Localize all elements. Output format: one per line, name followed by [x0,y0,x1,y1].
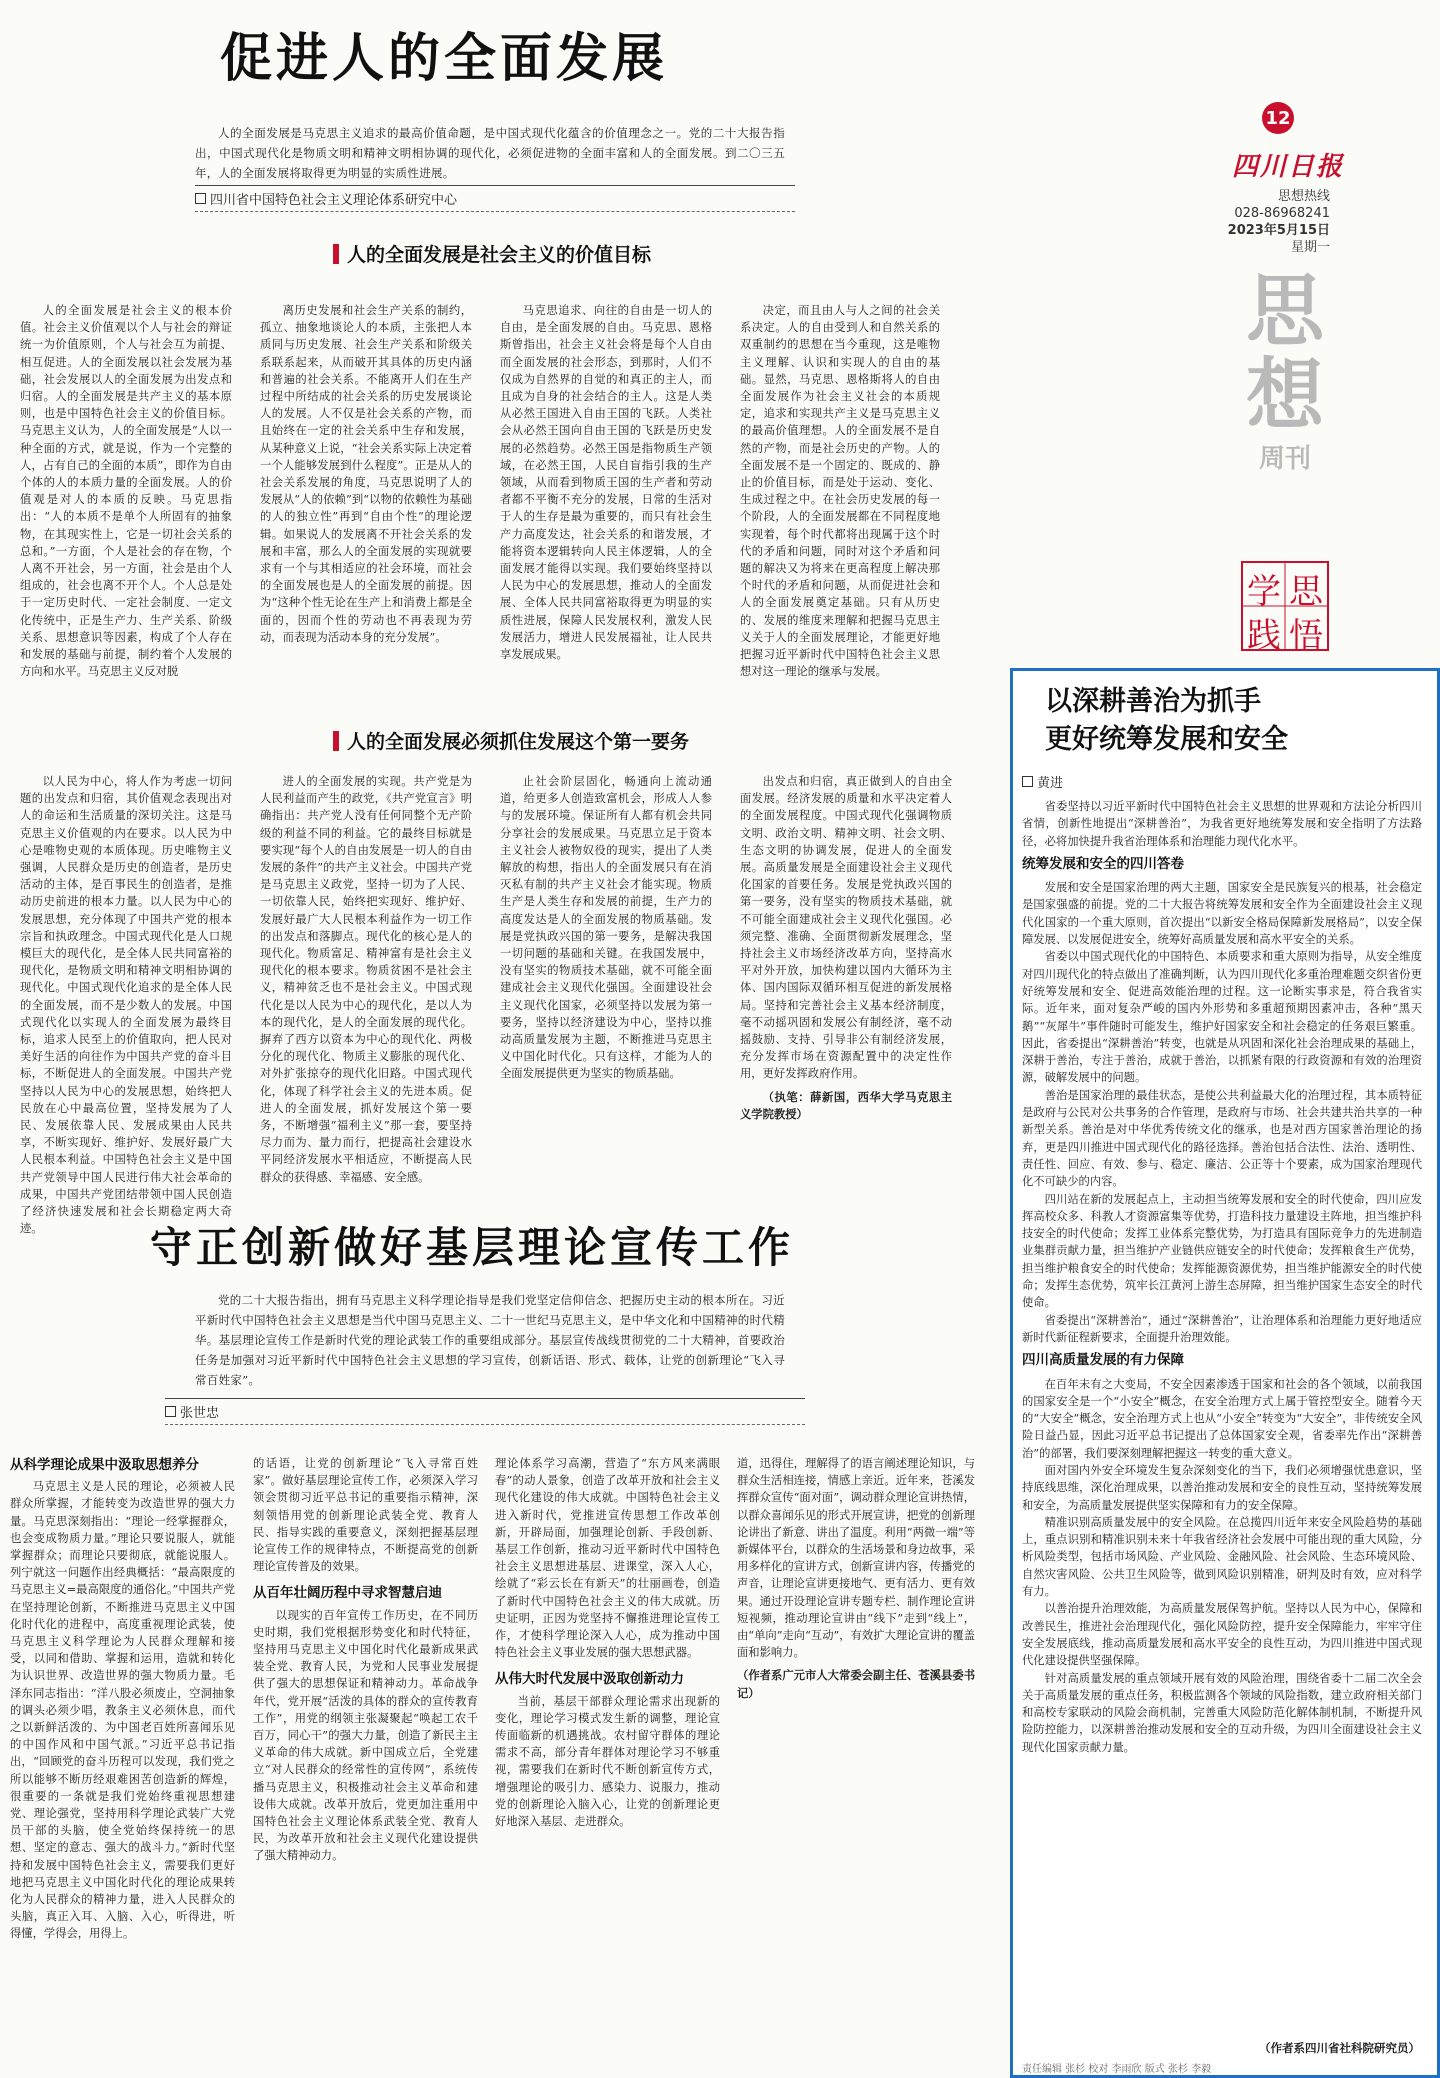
sidebar-byline-text: 黄进 [1037,776,1064,791]
paragraph: 发展和安全是国家治理的两大主题，国家安全是民族复兴的根基，社会稳定是国家强盛的前提。党的二十大报告将统筹发展和安全作为全面建设社会主义现代化国家的一个重大原则，首次提出“以新安全格局保障新发展格局”，以安全保障发展、以发展促进安全，统筹好高质量发展和高水平安全的关系。 [1022,881,1422,947]
sidebar-title-line1: 以深耕善治为抓手 [1045,686,1261,717]
editor-credits: 责任编辑 张杉 校对 李雨欣 版式 张杉 李毅 [1022,2064,1212,2075]
sidebar-author-note: （作者系四川省社科院研究员） [1259,2041,1420,2055]
logo-char-2: 思 [1289,572,1323,612]
paragraph: 省委提出“深耕善治”，通过“深耕善治”，让治理体系和治理能力更好地适应新时代新征程新要求，全面提升治理效能。 [1022,1313,1422,1344]
article1-s2-col3 [500,773,712,1190]
logo-char-3: 践 [1247,616,1281,656]
paragraph: 当前，基层干部群众理论需求出现新的变化，理论学习模式发生新的调整，理论宣传面临新的机遇挑战。农村留守群体的理论需求不高，部分青年群体对理论学习不够重视，需要我们在新时代不断创新宣传方式，增强理论的吸引力、感染力、说服力，推动党的创新理论入脑入心，让党的创新理论更好地深入基层、走进群众。 [495,1694,720,1829]
article2-byline [165,1402,219,1421]
issue-date: 2023年5月15日 [1227,223,1330,238]
paragraph: 人的全面发展是社会主义的根本价值。社会主义价值观以个人与社会的辩证统一为价值原则，个人与社会互为前提、相互促进。人的全面发展以社会发展为基础，社会发展以人的全面发展为出发点和归宿。人的全面发展是共产主义的基本原则，也是中国特色社会主义的价值目标。马克思主义认为，人的全面发展是“人以一种全面的方式，就是说，作为一个完整的人，占有自己的全面的本质”，即作为自由个体的人的本质力量的全面发展。人的价值观是对人的本质的反映。马克思指出：“人的本质不是单个人所固有的抽象物，在其现实性上，它是一切社会关系的总和。”一方面，个人是社会的存在物，个人离不开社会，另一方面，社会是由个人组成的，社会也离不开个人。个人总是处于一定历史时代、一定社会制度、一定文化传统中，正是生产力、生产关系、阶级关系、思想意识等因素，构成了个人存在和发展的基础与前提，制约着个人发展的方向和水平。马克思主义反对脱 [20,304,232,679]
article1-lead: 人的全面发展是马克思主义追求的最高价值命题，是中国式现代化蕴含的价值理念之一。党的二十大报告指出，中国式现代化是物质文明和精神文明相协调的现代化，必须促进物的全面丰富和人的全面发展。到二〇三五年，人的全面发展将取得更为明显的实质性进展。 [195,126,785,180]
article2-dashrule [165,1424,805,1425]
paragraph: 面对国内外安全环境发生复杂深刻变化的当下，我们必须增强忧患意识，坚持底线思维，深化治理成果，以善治推动发展和安全的良性互动，坚持统筹发展和安全，为高质量发展提供坚实保障和有力的安全保障。 [1022,1463,1422,1512]
article2-rule [165,1398,805,1399]
article1-section1-heading [333,240,651,267]
article2-byline-text: 张世忠 [180,1406,220,1421]
sidebar-section2-title: 四川高质量发展的有力保障 [1022,1352,1184,1369]
article1-s1-col4 [740,302,940,722]
section-marker [333,244,339,264]
article2-col4 [737,1455,975,2073]
paragraph: 以人民为中心，将人作为考虑一切问题的出发点和归宿，其价值观念表现出对人的命运和生活质量的深切关注。这是马克思主义价值观的内在要求。以人民为中心是唯物史观的本质体现。历史唯物主义强调，人民群众是历史的创造者，是历史活动的主体，是百事民生的创造者，是推动历史前进的根本力量。以人民为中心的发展思想，充分体现了中国共产党的根本宗旨和执政理念。中国式现代化是人口规模巨大的现代化，是全体人民共同富裕的现代化，是物质文明和精神文明相协调的现代化。中国式现代化追求的是全体人民的全面发展，而不是少数人的发展。中国式现代化以实现人的全面发展为最终目标，追求人民至上的价值取向，把人民对美好生活的向往作为中国共产党的奋斗目标，不断促进人的全面发展。中国共产党坚持以人民为中心的发展思想，始终把人民放在心中最高位置，坚持发展为了人民、发展依靠人民、发展成果由人民共享，不断实现好、维护好、发展好最广大人民根本利益。中国特色社会主义是中国共产党领导中国人民进行伟大社会革命的成果，中国共产党团结带领中国人民创造了经济快速发展和社会长期稳定两大奇迹。 [20,775,232,1236]
article1-byline [195,189,457,208]
article1-author-note: （执笔：薛新国，西华大学马克思主义学院教授） [740,1090,952,1121]
paper-name: 四川日报 [1232,152,1345,182]
issue-weekday: 星期一 [1290,240,1330,255]
article2-col2-heading: 从百年壮阔历程中寻求智慧启迪 [253,1585,442,1602]
section-suffix: 周刊 [1258,444,1311,474]
paragraph: 针对高质量发展的重点领域开展有效的风险治理，围绕省委十二届二次全会关于高质量发展的重点任务，积极监测各个领域的风险指数，建立政府相关部门和高校专家联动的风险会商机制，完善重大风险防范化解体制机制，不断提升风险防控能力，以深耕善治推动发展和安全的互动升级，为四川全面建设社会主义现代化国家贡献力量。 [1022,1671,1422,1754]
sidebar-body [1022,798,1422,2030]
hotline-phone: 028-86968241 [1234,206,1330,221]
section-vertical-title [1240,266,1330,475]
article2-author-note: （作者系广元市人大常委会副主任、苍溪县委书记） [737,1669,975,1700]
article1-s1-col3 [500,302,712,722]
sidebar-title [1045,683,1288,759]
paragraph: 四川站在新的发展起点上，主动担当统筹发展和安全的时代使命，四川应发挥高校众多、科教人才资源富集等优势，打造科技力量建设主阵地，担当维护科技安全的时代使命；发挥工业体系完整优势，为打造具有国际竞争力的先进制造业集群贡献力量，担当维护产业链供应链安全的时代使命；发挥粮食生产优势，担当维护粮食安全的时代使命；发挥能源资源优势，担当维护能源安全的时代使命；发挥生态优势，筑牢长江黄河上游生态屏障，担当维护国家生态安全的时代使命。 [1022,1192,1422,1310]
paragraph: 出发点和归宿，真正做到人的自由全面发展。经济发展的质量和水平决定着人的全面发展程度。中国式现代化强调物质文明、政治文明、精神文明、社会文明、生态文明的协调发展，促进人的全面发展。高质量发展是全面建设社会主义现代化国家的首要任务。发展是党执政兴国的第一要务，没有坚实的物质技术基础，就不可能全面建成社会主义现代化强国。必须完整、准确、全面贯彻新发展理念，坚持社会主义市场经济改革方向，坚持高水平对外开放，加快构建以国内大循环为主体、国内国际双循环相互促进的新发展格局。坚持和完善社会主义基本经济制度，毫不动摇巩固和发展公有制经济，毫不动摇鼓励、支持、引导非公有制经济发展，充分发挥市场在资源配置中的决定性作用，更好发挥政府作用。 [740,775,952,1081]
sidebar-section1-title: 统筹发展和安全的四川答卷 [1022,855,1184,872]
sidebar-title-line2: 更好统筹发展和安全 [1045,724,1288,755]
section-marker [333,731,339,751]
article1-dashrule [195,211,795,212]
paragraph: 决定，而且由人与人之间的社会关系决定。人的自由受到人和自然关系的双重制约的思想在当今重现，这是唯物主义理解、认识和实现人的自由的基础。显然，马克思、恩格斯将人的自由全面发展作为社会主义社会的本质规定，追求和实现共产主义是马克思主义的最高价值理想。人的全面发展不是自然的产物，而是社会历史的产物。人的全面发展不是一个固定的、既成的、静止的价值目标，而是处于运动、变化、生成过程之中。在社会历史发展的每一个阶段，人的全面发展都在不同程度地实现着，每个时代都将出现属于这个时代的矛盾和问题，同时对这个矛盾和问题的解决又为将来在更高程度上解决那个时代的矛盾和问题，从而促进社会和人的全面发展奠定基础。只有从历史的、发展的维度来理解和把握马克思主义关于人的全面发展理论，才能更好地把握习近平新时代中国特色社会主义思想对这一理论的继承与发展。 [740,304,940,679]
byline-marker [165,1406,176,1417]
column-logo [1240,560,1330,656]
article1-section1-title: 人的全面发展是社会主义的价值目标 [347,244,652,266]
byline-marker [195,193,206,204]
article1-section2-title: 人的全面发展必须抓住发展这个第一要务 [347,731,690,753]
article1-title: 促进人的全面发展 [220,29,669,89]
sidebar-byline [1022,772,1063,791]
paragraph: 进人的全面发展的实现。共产党是为人民利益而产生的政党，《共产党宣言》明确指出：共产党人没有任何同整个无产阶级的利益不同的利益。它的最终目标就是要实现“每个人的自由发展是一切人的自由发展的条件”的共产主义社会。中国共产党是马克思主义政党，坚持一切为了人民、一切依靠人民，始终把实现好、维护好、发展好最广大人民根本利益作为一切工作的出发点和落脚点。现代化的核心是人的现代化。物质富足、精神富有是社会主义现代化的根本要求。物质贫困不是社会主义，精神贫乏也不是社会主义。中国式现代化是以人民为中心的现代化，是以人为本的现代化，是人的全面发展的现代化。摒弃了西方以资本为中心的现代化、两极分化的现代化、物质主义膨胀的现代化、对外扩张掠夺的现代化旧路。中国式现代化，体现了科学社会主义的先进本质。促进人的全面发展，抓好发展这个第一要务，不断增强“福利主义”那一套，要坚持尽力而为、量力而行，把提高社会建设水平同经济发展水平相适应，不断提高人民群众的获得感、幸福感、安全感。 [260,775,472,1184]
logo-char-1: 学 [1247,572,1281,612]
article2-lead: 党的二十大报告指出，拥有马克思主义科学理论指导是我们党坚定信仰信念、把握历史主动的根本所在。习近平新时代中国特色社会主义思想是当代中国马克思主义、二十一世纪马克思主义，是中华文化和中国精神的时代精华。基层理论宣传工作是新时代党的理论武装工作的重要组成部分。基层宣传战线贯彻党的二十大精神，首要政治任务是加强对习近平新时代中国特色社会主义思想的学习宣传，创新话语、形式、载体，让党的创新理论“飞入寻常百姓家”。 [195,1293,785,1387]
byline-marker [1022,776,1033,787]
article1-s1-col2 [260,302,472,722]
article2-title: 守正创新做好基层理论宣传工作 [150,1223,795,1272]
hotline-label: 思想热线 [1277,189,1330,204]
paragraph: 以善治提升治理效能，为高质量发展保驾护航。坚持以人民为中心，保障和改善民生，推进社会治理现代化，强化风险防控，提升安全保障能力，牢牢守住安全发展底线，推动高质量发展和高水平安全的良性互动，为四川推进中国式现代化建设提供坚强保障。 [1022,1602,1422,1668]
sidebar-intro: 省委坚持以习近平新时代中国特色社会主义思想的世界观和方法论分析四川省情，创新性地提出“深耕善治”，为我省更好地统筹发展和安全指明了方法路径，必将加快提升我省治理体系和治理能力现代化水平。 [1022,800,1422,848]
paragraph: 省委以中国式现代化的中国特色、本质要求和重大原则为指导，从安全维度对四川现代化的特点做出了准确判断，认为四川现代化多重治理难题交织省份更好统筹发展和安全、促进高效能治理的过程。这一论断实事求是，符合我省实际。近年来，面对复杂严峻的国内外形势和多重超预期因素冲击，各种“黑天鹅”“灰犀牛”事件随时可能发生，维护好国家安全和社会稳定的任务艰巨繁重。因此，省委提出“深耕善治”转变，也就是从巩固和深化社会治理成果的基础上，深耕于善治，专注于善治，成就于善治，以抓紧有限的行政资源和有效的治理资源，破解发展中的问题。 [1022,950,1422,1085]
paragraph: 止社会阶层固化，畅通向上流动通道，给更多人创造致富机会，形成人人参与的发展环境。保证所有人都有机会共同分享社会的发展成果。马克思立足于资本主义社会人被物奴役的现实，提出了人类解放的构想，指出人的全面发展只有在消灭私有制的共产主义社会才能实现。物质生产是人类生存和发展的前提，生产力的高度发达是人的全面发展的物质基础。发展是党执政兴国的第一要务，是解决我国一切问题的基础和关键。在我国发展中，没有坚实的物质技术基础，就不可能全面建成社会主义现代化强国。全面建设社会主义现代化国家，必须坚持以发展为第一要务，坚持以经济建设为中心，坚持以推动高质量发展为主题，不断推进马克思主义中国化时代化。只有这样，才能为人的全面发展提供更为坚实的物质基础。 [500,775,712,1081]
article2-col3-heading: 从伟大时代发展中汲取创新动力 [495,1671,684,1688]
article1-rule [195,185,795,186]
article2-col1 [10,1455,235,2073]
paragraph: 马克思主义是人民的理论，必须被人民群众所掌握，才能转变为改造世界的强大力量。马克思深刻指出：“理论一经掌握群众，也会变成物质力量。”理论只要说服人，就能掌握群众；而理论只要彻底，就能说服人。列宁就这一问题作出经典概括：“最高限度的马克思主义=最高限度的通俗化。”中国共产党在坚持理论创新，不断推进马克思主义中国化时代化的进程中，高度重视理论武装，使马克思主义科学理论为人民群众理解和接受，以同和借助、掌握和运用，造就和转化为认识世界、改造世界的强大物质力量。毛泽东同志指出：“洋八股必须废止，空洞抽象的调头必须少唱，教条主义必须休息，而代之以新鲜活泼的、为中国老百姓所喜闻乐见的中国作风和中国气派。”习近平总书记指出，“回顾党的奋斗历程可以发现，我们党之所以能够不断历经艰难困苦创造新的辉煌，很重要的一条就是我们党始终重视思想建党、理论强党，坚持用科学理论武装广大党员干部的头脑，使全党始终保持统一的思想、坚定的意志、强大的战斗力。”新时代坚持和发展中国特色社会主义，需要我们更好地把马克思主义中国化时代化的理论成果转化为人民群众的精神力量，进入人民群众的头脑，真正入耳、入脑、入心，听得进，听得懂，学得会，用得上。 [10,1480,235,1941]
logo-char-4: 悟 [1289,616,1323,656]
page-number-badge: 12 [1262,102,1294,134]
article1-s2-col2 [260,773,472,1190]
article2-col1-heading: 从科学理论成果中汲取思想养分 [10,1457,199,1473]
paragraph: 以现实的百年宣传工作历史，在不同历史时期，我们党根据形势变化和时代特征，坚持用马克思主义中国化时代化最新成果武装全党、教育人民，为党和人民事业发展提供了强大的思想保证和精神动力。革命战争年代，党开展“活泼的具体的群众的宣传教育工作”，用党的纲领主张凝聚起“唤起工农千百万，同心干”的强大力量，创造了新民主主义革命的伟大成就。新中国成立后，全党建立“对人民群众的经常性的宣传网”，系统传播马克思主义，积极推动社会主义革命和建设伟大成就。改革开放后，党更加注重用中国特色社会主义理论体系武装全党、教育人民，为改革开放和社会主义现代化建设提供了强大精神动力。 [253,1608,478,1863]
article1-s2-col4 [740,773,952,1190]
article1-s2-col1 [20,773,232,1236]
paragraph: 道，迅得住，理解得了的语言阐述理论知识，与群众生活相连接，情感上亲近。近年来，苍溪发挥群众宣传“面对面”，调动群众理论宣讲热情，以群众喜闻乐见的形式开展宣讲，把党的创新理论讲出了新意、讲出了温度。利用“两微一端”等新媒体平台，以群众的生活场景和身边故事，采用多样化的宣讲方式，创新宣讲内容，传播党的声音，让理论宣讲更接地气、更有活力、更有效果。通过开设理论宣讲专题专栏、制作理论宣讲短视频，推动理论宣讲由“线下”走到“线上”，由“单向”走向“互动”，有效扩大理论宣讲的覆盖面和影响力。 [737,1457,975,1660]
article1-section2-heading [333,727,689,754]
article1-s1-col1 [20,302,232,722]
paragraph: 马克思追求、向往的自由是一切人的自由，是全面发展的自由。马克思、恩格斯曾指出，社会主义社会将是每个人自由而全面发展的社会形态，到那时，人们不仅成为自然界的自觉的和真正的主人，而且成为自身的社会结合的主人。这是人类从必然王国进入自由王国的飞跃。人类社会从必然王国向自由王国的飞跃是历史发展的必然趋势。必然王国是指物质生产领域，在必然王国，人民自盲指引我的生产领域，从而看到物质王国的生产者和劳动者都不平衡不充分的发展，日常的生活对于人的生存是最为重要的，而只有社会生产力高度发达，社会关系的和谐发展，才能将资本逻辑转向人民主体逻辑，人的全面发展才能得以实现。我们要始终坚持以人民为中心的发展思想，推动人的全面发展、全体人民共同富裕取得更为明显的实质性进展，保障人民发展权利，激发人民发展活力，增进人民发展福祉，让人民共享发展成果。 [500,304,712,662]
article2-col2 [253,1455,478,2073]
article2-col3 [495,1455,720,2073]
paragraph: 的话语，让党的创新理论“飞入寻常百姓家”。做好基层理论宣传工作，必须深入学习领会贯彻习近平总书记的重要指示精神，深刻领悟用党的创新理论武装全党、教育人民、指导实践的重要意义，深刻把握基层理论宣传工作的规律特点，不断提高党的创新理论宣传普及的效果。 [253,1457,478,1574]
article1-byline-text: 四川省中国特色社会主义理论体系研究中心 [210,193,458,208]
section-char-1: 思 [1245,266,1324,357]
paragraph: 在百年未有之大变局，不安全因素渗透于国家和社会的各个领域，以前我国的国家安全是一个“小安全”概念，在安全治理方式上属于管控型安全。随着今天的“大安全”概念，安全治理方式上也从“小安全”转变为“大安全”，非传统安全风险日益凸显，因此习近平总书记提出了总体国家安全观，省委率先作出“深耕善治”的部署，我们要深刻理解把握这一转变的重大意义。 [1022,1377,1422,1460]
paragraph: 理论体系学习高潮，营造了“东方风来满眼春”的动人景象，创造了改革开放和社会主义现代化建设的伟大成就。中国特色社会主义进入新时代，党推进宣传思想工作改革创新，开辟局面，加强理论创新、手段创新、基层工作创新，推动习近平新时代中国特色社会主义思想进基层、进课堂，深入人心，绘就了“彩云长在有新天”的壮丽画卷，创造了新时代中国特色社会主义的伟大成就。历史证明，正因为党坚持不懈推进理论宣传工作，才使科学理论深入人心，成为推动中国特色社会主义事业发展的强大思想武器。 [495,1457,720,1660]
paragraph: 善治是国家治理的最佳状态，是使公共利益最大化的治理过程，其本质特征是政府与公民对公共事务的合作管理，是政府与市场、社会共建共治共享的一种新型关系。善治是对中华优秀传统文化的继承，也是对西方国家善治理论的扬弃，更是四川推进中国式现代化的路径选择。善治包括合法性、法治、透明性、责任性、回应、有效、参与、稳定、廉洁、公正等十个要素，成为国家治理现代化不可缺少的内容。 [1022,1088,1422,1189]
masthead-info [1190,188,1330,256]
section-char-2: 想 [1245,350,1324,441]
paragraph: 精准识别高质量发展中的安全风险。在总揽四川近年来安全风险趋势的基础上，重点识别和精准识别未来十年我省经济社会发展中可能出现的重大风险，分析风险类型，包括市场风险、产业风险、金融风险、社会风险、生态环境风险、自然灾害风险、公共卫生风险等，做到风险识别精准，研判及时有效，应对科学有力。 [1022,1515,1422,1599]
paragraph: 离历史发展和社会生产关系的制约，孤立、抽象地谈论人的本质，主张把人本质同与历史发展、社会生产关系和阶级关系联系起来，从而破开其具体的历史内涵和普遍的社会关系。不能离开人们在生产过程中所结成的社会关系的历史发展谈论人的发展。人不仅是社会关系的产物，而且始终在一定的社会关系中生存和发展，从某种意义上说，“社会关系实际上决定着一个人能够发展到什么程度”。正是从人的社会关系发展的角度，马克思说明了人的发展从“人的依赖”到“以物的依赖性为基础的人的独立性”再到“自由个性”的理论逻辑。如果说人的发展离不开社会关系的发展和丰富，那么人的全面发展的实现就要求有一个与其相适应的社会环境，而社会的全面发展也是人的全面发展的前提。因为“这种个性无论在生产上和消费上都是全面的，因而个性的劳动也不再表现为劳动，而表现为活动本身的充分发展”。 [260,304,472,644]
